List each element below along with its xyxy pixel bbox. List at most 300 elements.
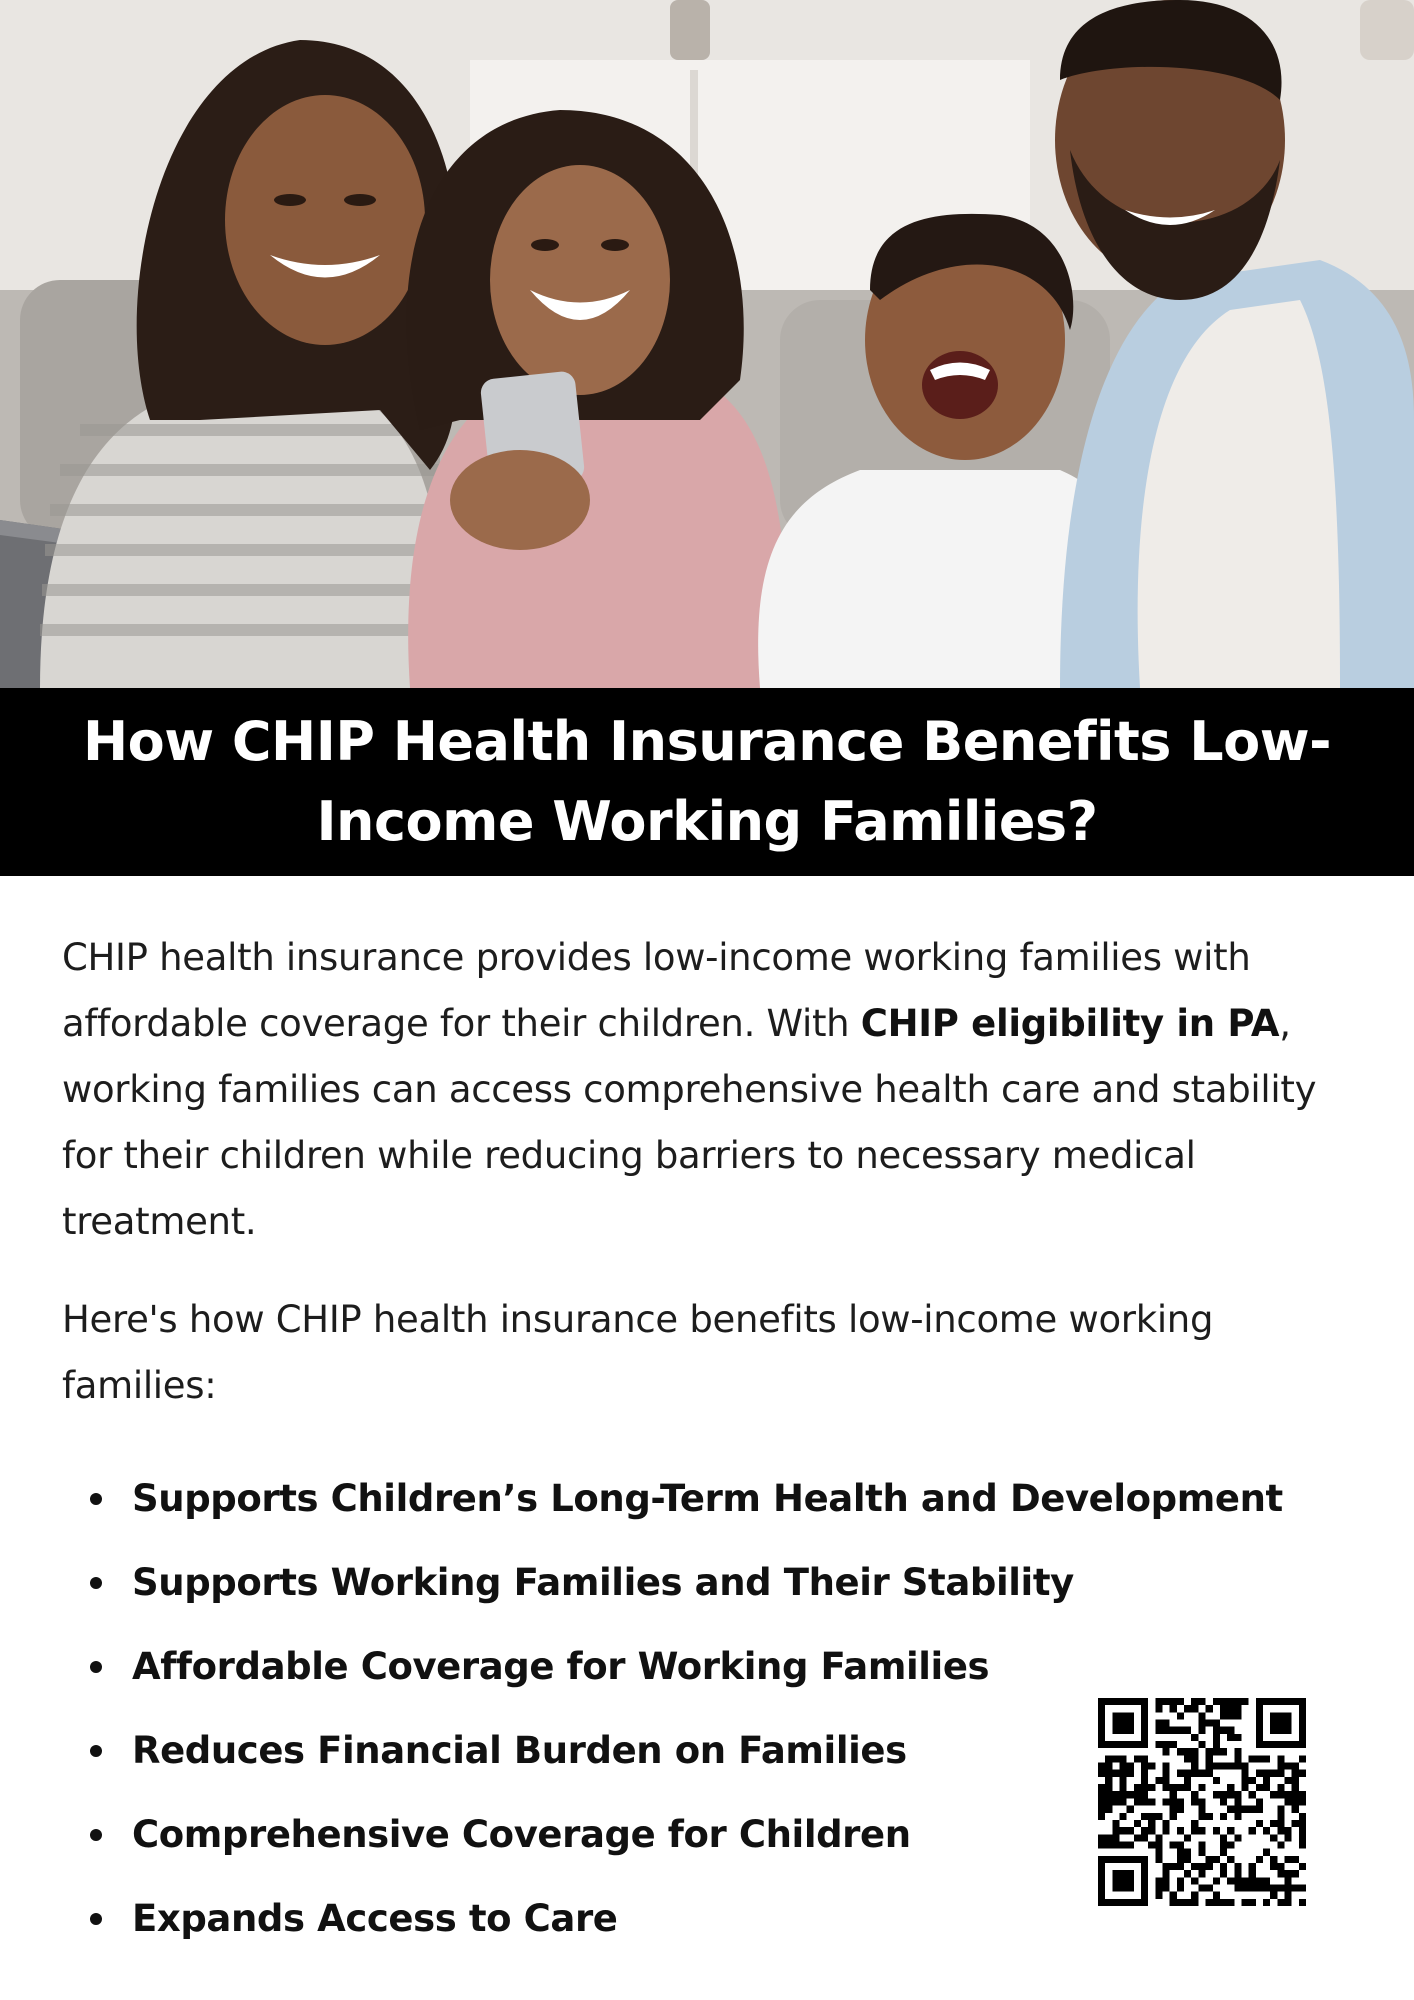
qr-module xyxy=(1292,1870,1299,1877)
qr-module xyxy=(1277,1884,1284,1891)
qr-module xyxy=(1270,1820,1277,1827)
qr-module xyxy=(1234,1763,1241,1770)
qr-module xyxy=(1112,1755,1119,1762)
qr-module xyxy=(1120,1841,1127,1848)
qr-module xyxy=(1263,1770,1270,1777)
qr-module xyxy=(1112,1856,1119,1863)
qr-module xyxy=(1120,1777,1127,1784)
qr-module xyxy=(1191,1734,1198,1741)
qr-module xyxy=(1198,1841,1205,1848)
qr-module xyxy=(1234,1884,1241,1891)
qr-module xyxy=(1170,1784,1177,1791)
qr-module xyxy=(1234,1798,1241,1805)
qr-module xyxy=(1299,1827,1306,1834)
qr-module xyxy=(1127,1720,1134,1727)
qr-module xyxy=(1098,1877,1105,1884)
qr-module xyxy=(1112,1820,1119,1827)
qr-module xyxy=(1177,1727,1184,1734)
qr-module xyxy=(1206,1856,1213,1863)
qr-module xyxy=(1256,1720,1263,1727)
qr-module xyxy=(1155,1741,1162,1748)
qr-module xyxy=(1270,1856,1277,1863)
qr-module xyxy=(1299,1813,1306,1820)
qr-module xyxy=(1227,1698,1234,1705)
qr-module xyxy=(1098,1870,1105,1877)
qr-module xyxy=(1198,1849,1205,1856)
qr-module xyxy=(1249,1899,1256,1906)
qr-module xyxy=(1098,1863,1105,1870)
qr-module xyxy=(1220,1727,1227,1734)
qr-module xyxy=(1256,1734,1263,1741)
list-item: Supports Children’s Long-Term Health and Development xyxy=(62,1457,1072,1541)
qr-module xyxy=(1284,1870,1291,1877)
qr-module xyxy=(1184,1755,1191,1762)
intro-paragraph xyxy=(62,925,1362,1255)
benefits-list xyxy=(62,1457,1283,1961)
qr-module xyxy=(1249,1863,1256,1870)
qr-module xyxy=(1277,1870,1284,1877)
qr-module xyxy=(1134,1899,1141,1906)
qr-module xyxy=(1213,1748,1220,1755)
qr-module xyxy=(1198,1698,1205,1705)
qr-module xyxy=(1163,1798,1170,1805)
title-band xyxy=(0,688,1414,876)
qr-module xyxy=(1220,1748,1227,1755)
qr-module xyxy=(1155,1877,1162,1884)
list-item: Comprehensive Coverage for Children xyxy=(62,1793,1072,1877)
qr-module xyxy=(1127,1727,1134,1734)
qr-module xyxy=(1227,1763,1234,1770)
qr-module xyxy=(1184,1748,1191,1755)
qr-module xyxy=(1127,1770,1134,1777)
qr-module xyxy=(1256,1741,1263,1748)
qr-module xyxy=(1213,1827,1220,1834)
qr-module xyxy=(1277,1770,1284,1777)
qr-module xyxy=(1227,1705,1234,1712)
qr-module xyxy=(1105,1784,1112,1791)
qr-module xyxy=(1206,1705,1213,1712)
qr-module xyxy=(1299,1841,1306,1848)
qr-module xyxy=(1184,1870,1191,1877)
qr-module xyxy=(1270,1863,1277,1870)
qr-module xyxy=(1127,1806,1134,1813)
qr-module xyxy=(1284,1884,1291,1891)
qr-module xyxy=(1141,1705,1148,1712)
qr-module xyxy=(1277,1784,1284,1791)
qr-module xyxy=(1198,1741,1205,1748)
family-photo xyxy=(0,0,1414,688)
qr-module xyxy=(1198,1827,1205,1834)
qr-module xyxy=(1098,1899,1105,1906)
qr-module xyxy=(1241,1877,1248,1884)
qr-module xyxy=(1292,1763,1299,1770)
qr-module xyxy=(1170,1863,1177,1870)
qr-module xyxy=(1299,1863,1306,1870)
qr-module xyxy=(1170,1806,1177,1813)
qr-module xyxy=(1256,1770,1263,1777)
qr-module xyxy=(1155,1720,1162,1727)
qr-module xyxy=(1098,1741,1105,1748)
qr-module xyxy=(1270,1741,1277,1748)
qr-module xyxy=(1241,1763,1248,1770)
qr-module xyxy=(1198,1770,1205,1777)
qr-module xyxy=(1105,1798,1112,1805)
qr-module xyxy=(1191,1798,1198,1805)
qr-module xyxy=(1191,1763,1198,1770)
qr-module xyxy=(1163,1698,1170,1705)
qr-module xyxy=(1277,1741,1284,1748)
qr-module xyxy=(1220,1791,1227,1798)
qr-module xyxy=(1284,1834,1291,1841)
qr-module xyxy=(1263,1755,1270,1762)
qr-module xyxy=(1284,1712,1291,1719)
qr-module xyxy=(1141,1834,1148,1841)
qr-module xyxy=(1256,1712,1263,1719)
qr-module xyxy=(1292,1884,1299,1891)
qr-module xyxy=(1220,1899,1227,1906)
qr-module xyxy=(1127,1827,1134,1834)
qr-module xyxy=(1112,1841,1119,1848)
qr-module xyxy=(1284,1763,1291,1770)
qr-module xyxy=(1284,1741,1291,1748)
qr-module xyxy=(1112,1720,1119,1727)
qr-module xyxy=(1263,1741,1270,1748)
qr-module xyxy=(1112,1698,1119,1705)
qr-module xyxy=(1120,1741,1127,1748)
qr-module xyxy=(1213,1899,1220,1906)
qr-module xyxy=(1141,1734,1148,1741)
qr-module xyxy=(1120,1755,1127,1762)
qr-module xyxy=(1299,1720,1306,1727)
qr-module xyxy=(1263,1827,1270,1834)
qr-module xyxy=(1170,1698,1177,1705)
qr-module xyxy=(1220,1870,1227,1877)
lead-in-paragraph: Here's how CHIP health insurance benefits low-income working families: xyxy=(62,1298,1214,1407)
qr-module xyxy=(1256,1877,1263,1884)
qr-module xyxy=(1120,1727,1127,1734)
qr-module xyxy=(1292,1791,1299,1798)
qr-module xyxy=(1277,1698,1284,1705)
list-item: Expands Access to Care xyxy=(62,1877,1072,1961)
list-item: Affordable Coverage for Working Families xyxy=(62,1625,1072,1709)
qr-module xyxy=(1148,1827,1155,1834)
qr-module xyxy=(1234,1806,1241,1813)
qr-module xyxy=(1284,1777,1291,1784)
qr-module xyxy=(1213,1892,1220,1899)
qr-module xyxy=(1299,1884,1306,1891)
qr-module xyxy=(1141,1755,1148,1762)
qr-module xyxy=(1241,1784,1248,1791)
qr-module xyxy=(1227,1856,1234,1863)
qr-module xyxy=(1198,1784,1205,1791)
qr-module xyxy=(1148,1798,1155,1805)
qr-module xyxy=(1241,1899,1248,1906)
qr-module xyxy=(1177,1841,1184,1848)
qr-module xyxy=(1299,1712,1306,1719)
qr-module xyxy=(1105,1777,1112,1784)
qr-module xyxy=(1206,1770,1213,1777)
qr-module xyxy=(1256,1798,1263,1805)
qr-module xyxy=(1177,1899,1184,1906)
qr-module xyxy=(1213,1777,1220,1784)
qr-module xyxy=(1184,1856,1191,1863)
qr-module xyxy=(1277,1806,1284,1813)
qr-module xyxy=(1198,1712,1205,1719)
qr-module xyxy=(1141,1770,1148,1777)
qr-module xyxy=(1141,1712,1148,1719)
qr-module xyxy=(1177,1798,1184,1805)
qr-module xyxy=(1141,1727,1148,1734)
qr-module xyxy=(1227,1791,1234,1798)
list-item: Reduces Financial Burden on Families xyxy=(62,1709,1072,1793)
qr-module xyxy=(1120,1870,1127,1877)
qr-module xyxy=(1292,1806,1299,1813)
qr-module xyxy=(1163,1777,1170,1784)
qr-module xyxy=(1177,1827,1184,1834)
qr-module xyxy=(1163,1727,1170,1734)
qr-module xyxy=(1227,1712,1234,1719)
qr-module xyxy=(1227,1877,1234,1884)
qr-module xyxy=(1234,1748,1241,1755)
qr-module xyxy=(1263,1777,1270,1784)
qr-module xyxy=(1184,1705,1191,1712)
qr-module xyxy=(1141,1784,1148,1791)
qr-module xyxy=(1184,1834,1191,1841)
qr-module xyxy=(1120,1877,1127,1884)
qr-module xyxy=(1213,1698,1220,1705)
qr-module xyxy=(1148,1841,1155,1848)
qr-module xyxy=(1163,1784,1170,1791)
qr-module xyxy=(1256,1806,1263,1813)
qr-module xyxy=(1292,1820,1299,1827)
qr-module xyxy=(1227,1727,1234,1734)
qr-module xyxy=(1191,1820,1198,1827)
qr-module xyxy=(1112,1791,1119,1798)
qr-module xyxy=(1299,1798,1306,1805)
qr-module xyxy=(1098,1720,1105,1727)
qr-module xyxy=(1098,1770,1105,1777)
qr-module xyxy=(1112,1834,1119,1841)
qr-module xyxy=(1112,1877,1119,1884)
qr-module xyxy=(1277,1863,1284,1870)
qr-module xyxy=(1184,1727,1191,1734)
qr-module xyxy=(1270,1770,1277,1777)
qr-module xyxy=(1120,1856,1127,1863)
qr-module xyxy=(1184,1770,1191,1777)
page-title: How CHIP Health Insurance Benefits Low-Income Working Families? xyxy=(82,710,1332,853)
qr-module xyxy=(1256,1698,1263,1705)
qr-module xyxy=(1163,1763,1170,1770)
qr-module xyxy=(1120,1798,1127,1805)
qr-module xyxy=(1120,1827,1127,1834)
qr-module xyxy=(1241,1777,1248,1784)
qr-module xyxy=(1234,1863,1241,1870)
qr-module xyxy=(1198,1813,1205,1820)
qr-module xyxy=(1234,1755,1241,1762)
qr-module xyxy=(1220,1863,1227,1870)
qr-module xyxy=(1155,1856,1162,1863)
qr-module xyxy=(1141,1813,1148,1820)
qr-module xyxy=(1098,1734,1105,1741)
qr-module xyxy=(1270,1698,1277,1705)
qr-code-icon[interactable] xyxy=(1098,1698,1306,1906)
qr-module xyxy=(1270,1834,1277,1841)
qr-module xyxy=(1234,1813,1241,1820)
qr-module xyxy=(1098,1798,1105,1805)
qr-module xyxy=(1256,1705,1263,1712)
qr-module xyxy=(1120,1770,1127,1777)
qr-module xyxy=(1120,1784,1127,1791)
qr-module xyxy=(1227,1806,1234,1813)
qr-module xyxy=(1270,1884,1277,1891)
qr-module xyxy=(1127,1791,1134,1798)
qr-module xyxy=(1256,1856,1263,1863)
qr-module xyxy=(1277,1899,1284,1906)
qr-module xyxy=(1249,1777,1256,1784)
qr-module xyxy=(1292,1770,1299,1777)
qr-module xyxy=(1148,1820,1155,1827)
qr-module xyxy=(1127,1884,1134,1891)
qr-module xyxy=(1141,1791,1148,1798)
qr-module xyxy=(1148,1784,1155,1791)
qr-module xyxy=(1284,1727,1291,1734)
qr-module xyxy=(1170,1899,1177,1906)
qr-module xyxy=(1127,1698,1134,1705)
qr-module xyxy=(1163,1877,1170,1884)
qr-module xyxy=(1206,1884,1213,1891)
qr-module xyxy=(1198,1870,1205,1877)
qr-module xyxy=(1148,1813,1155,1820)
qr-module xyxy=(1299,1734,1306,1741)
qr-module xyxy=(1098,1834,1105,1841)
qr-module xyxy=(1184,1777,1191,1784)
qr-module xyxy=(1198,1806,1205,1813)
qr-module xyxy=(1198,1884,1205,1891)
qr-module xyxy=(1277,1763,1284,1770)
qr-module xyxy=(1105,1791,1112,1798)
qr-module xyxy=(1120,1763,1127,1770)
qr-module xyxy=(1105,1741,1112,1748)
qr-module xyxy=(1292,1741,1299,1748)
qr-module xyxy=(1198,1727,1205,1734)
qr-module xyxy=(1206,1763,1213,1770)
qr-module xyxy=(1120,1720,1127,1727)
qr-module xyxy=(1241,1698,1248,1705)
qr-module xyxy=(1220,1698,1227,1705)
qr-module xyxy=(1127,1763,1134,1770)
qr-module xyxy=(1105,1856,1112,1863)
qr-module xyxy=(1227,1899,1234,1906)
qr-module xyxy=(1170,1727,1177,1734)
intro-bold-text: CHIP eligibility in PA xyxy=(860,1002,1280,1045)
qr-module xyxy=(1191,1899,1198,1906)
qr-module xyxy=(1234,1705,1241,1712)
qr-module xyxy=(1234,1834,1241,1841)
qr-module xyxy=(1299,1820,1306,1827)
qr-module xyxy=(1191,1705,1198,1712)
qr-module xyxy=(1270,1720,1277,1727)
family-photo-illustration xyxy=(0,0,1414,688)
qr-module xyxy=(1227,1784,1234,1791)
qr-module xyxy=(1256,1820,1263,1827)
qr-module xyxy=(1249,1870,1256,1877)
qr-module xyxy=(1127,1899,1134,1906)
qr-module xyxy=(1141,1892,1148,1899)
qr-module xyxy=(1148,1763,1155,1770)
qr-module xyxy=(1191,1755,1198,1762)
qr-module xyxy=(1184,1849,1191,1856)
qr-module xyxy=(1292,1856,1299,1863)
qr-module xyxy=(1270,1892,1277,1899)
qr-module xyxy=(1191,1827,1198,1834)
qr-module xyxy=(1177,1849,1184,1856)
qr-module xyxy=(1141,1856,1148,1863)
qr-module xyxy=(1155,1834,1162,1841)
qr-module xyxy=(1263,1877,1270,1884)
qr-module xyxy=(1105,1755,1112,1762)
qr-module xyxy=(1177,1877,1184,1884)
qr-module xyxy=(1292,1698,1299,1705)
qr-module xyxy=(1098,1727,1105,1734)
qr-module xyxy=(1112,1870,1119,1877)
qr-module xyxy=(1206,1813,1213,1820)
qr-module xyxy=(1220,1705,1227,1712)
qr-module xyxy=(1256,1884,1263,1891)
qr-module xyxy=(1120,1899,1127,1906)
intro-text-2: , working families can access comprehensive health care and stability for their children while reducing barriers to necessary medical treatment. xyxy=(62,1002,1317,1243)
qr-module xyxy=(1213,1856,1220,1863)
qr-module xyxy=(1098,1763,1105,1770)
qr-module xyxy=(1127,1712,1134,1719)
qr-module xyxy=(1284,1798,1291,1805)
qr-module xyxy=(1141,1884,1148,1891)
qr-module xyxy=(1163,1827,1170,1834)
qr-module xyxy=(1292,1777,1299,1784)
qr-module xyxy=(1127,1741,1134,1748)
qr-module xyxy=(1213,1734,1220,1741)
qr-module xyxy=(1249,1827,1256,1834)
qr-module xyxy=(1141,1720,1148,1727)
qr-module xyxy=(1277,1827,1284,1834)
qr-module xyxy=(1141,1698,1148,1705)
qr-module xyxy=(1256,1755,1263,1762)
qr-module xyxy=(1134,1741,1141,1748)
qr-module xyxy=(1163,1748,1170,1755)
qr-module xyxy=(1127,1856,1134,1863)
qr-module xyxy=(1098,1712,1105,1719)
qr-module xyxy=(1206,1755,1213,1762)
qr-module xyxy=(1299,1727,1306,1734)
qr-module xyxy=(1112,1827,1119,1834)
qr-module xyxy=(1177,1698,1184,1705)
qr-module xyxy=(1292,1798,1299,1805)
qr-module xyxy=(1112,1899,1119,1906)
qr-module xyxy=(1177,1770,1184,1777)
qr-module xyxy=(1191,1770,1198,1777)
qr-module xyxy=(1299,1755,1306,1762)
qr-module xyxy=(1163,1820,1170,1827)
qr-module xyxy=(1249,1877,1256,1884)
qr-module xyxy=(1206,1720,1213,1727)
qr-module xyxy=(1098,1791,1105,1798)
qr-module xyxy=(1134,1856,1141,1863)
qr-module xyxy=(1284,1899,1291,1906)
qr-module xyxy=(1191,1892,1198,1899)
qr-module xyxy=(1170,1813,1177,1820)
qr-module xyxy=(1112,1741,1119,1748)
qr-module xyxy=(1299,1770,1306,1777)
qr-module xyxy=(1163,1884,1170,1891)
